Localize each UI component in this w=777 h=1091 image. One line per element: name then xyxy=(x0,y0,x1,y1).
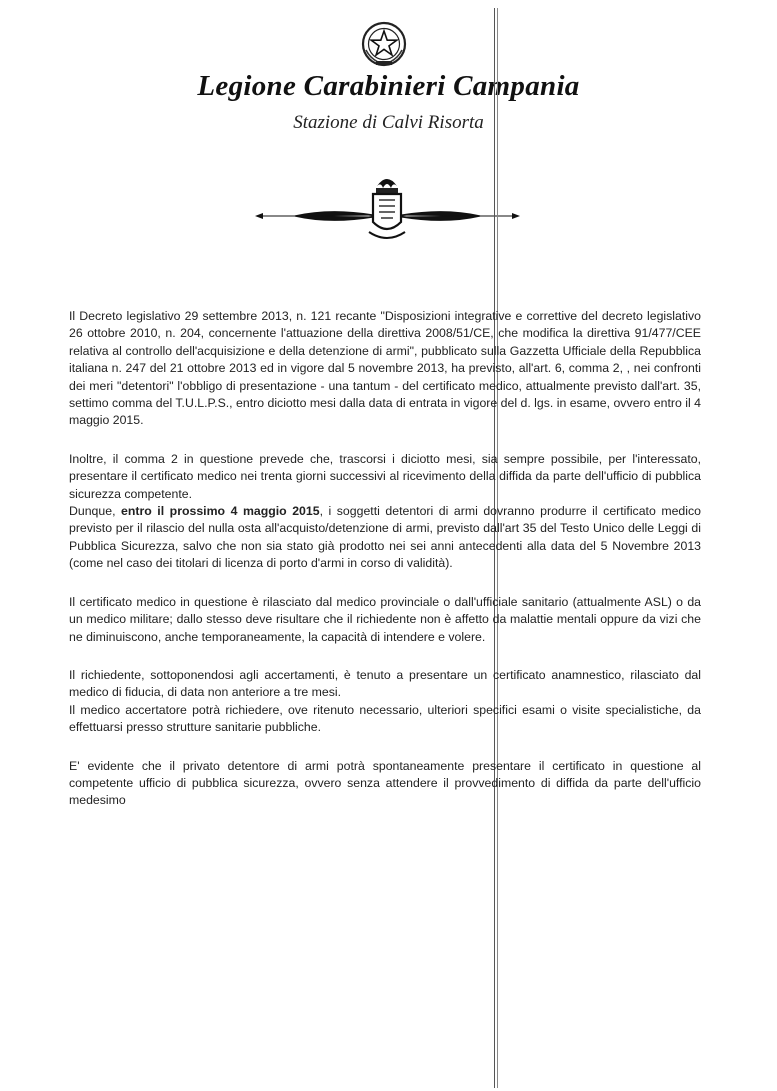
italian-republic-emblem-icon xyxy=(360,20,408,68)
paragraph-spontaneous: E' evidente che il privato detentore di armi potrà spontaneamente presentare il certificato in questione al competente ufficio di pubblica sicurezza, ovvero senza attendere il provvedimento di diffida da parte dell'ufficio medesimo xyxy=(69,758,701,808)
letter-body xyxy=(69,308,701,831)
deadline-rest: , i soggetti detentori di armi dovranno produrre il certificato medico previsto per il rilascio del nulla osta all'acquisto/detenzione di armi, previsto dall'art 35 del Testo Unico delle Leggi di Pubblica Sicurezza, salvo che non sia stato già prodotto nei sei anni antecedenti alla data del 5 Novembre 2013 (come nel caso dei titolari di licenza di porto d'armi in corso di validità). xyxy=(69,504,701,571)
station-subtitle: Stazione di Calvi Risorta xyxy=(293,112,484,133)
paragraph-certificate: Il certificato medico in questione è rilasciato dal medico provinciale o dall'ufficiale sanitario (attualmente ASL) o da un medico militare; dallo stesso deve risultare che il richiedente non è affetto da malattie mentali oppure da vizi che ne diminuiscono, anche temporaneamente, la capacità di intendere e volere. xyxy=(69,594,701,644)
paragraph-comma-2: Inoltre, il comma 2 in questione prevede che, trascorsi i diciotto mesi, sia sempre possibile, per l'interessato, presentare il certificato medico nei trenta giorni successivi al ricevimento della diffida da parte dell'ufficio di pubblica sicurezza competente. xyxy=(69,451,701,501)
paragraph-deadline xyxy=(69,503,701,573)
paragraph-anamnestic: Il richiedente, sottoponendosi agli accertamenti, è tenuto a presentare un certificato anamnestico, rilasciato dal medico di fiducia, di data non anteriore a tre mesi. xyxy=(69,667,701,700)
org-title: Legione Carabinieri Campania xyxy=(197,70,580,102)
deadline-date: entro il prossimo 4 maggio 2015 xyxy=(121,504,320,519)
paragraph-further-exams: Il medico accertatore potrà richiedere, ove ritenuto necessario, ulteriori specifici esami o visite specialistiche, da effettuarsi presso strutture sanitarie pubbliche. xyxy=(69,702,701,735)
carabinieri-crest-divider xyxy=(255,172,520,246)
paragraph-decree: Il Decreto legislativo 29 settembre 2013, n. 121 recante "Disposizioni integrative e correttive del decreto legislativo 26 ottobre 2010, n. 204, concernente l'attuazione della direttiva 2008/51/CE, che modifica la direttiva 91/477/CEE relativa al controllo dell'acquisizione e della detenzione di armi", pubblicato sulla Gazzetta Ufficiale della Repubblica italiana n. 247 del 21 ottobre 2013 ed in vigore dal 5 novembre 2013, ha previsto, all'art. 6, comma 2, , nei confronti dei meri "detentori" l'obbligo di presentazione - una tantum - del certificato medico, attualmente previsto dall'art. 35, settimo comma del T.U.L.P.S., entro diciotto mesi dalla data di entrata in vigore del d. lgs. in esame, ovvero entro il 4 maggio 2015. xyxy=(69,309,701,428)
deadline-lead: Dunque, xyxy=(69,504,122,519)
carabinieri-crest-icon xyxy=(369,179,405,238)
